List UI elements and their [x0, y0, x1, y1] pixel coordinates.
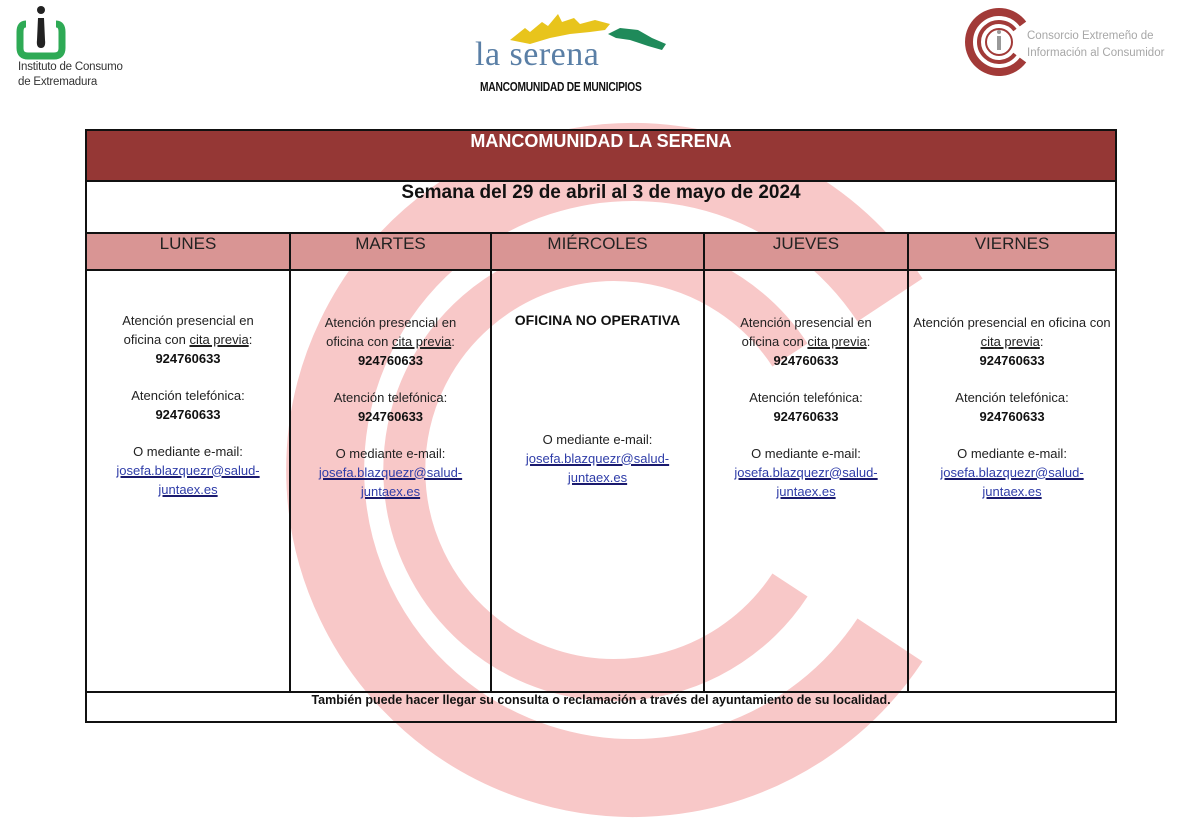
presencial-colon: : [451, 334, 455, 349]
logo-right-line2: Información al Consumidor [1027, 47, 1165, 59]
presencial-block [723, 313, 889, 370]
email-label: O mediante e-mail: [542, 432, 653, 447]
presencial-block [913, 313, 1111, 370]
presencial-colon: : [866, 334, 871, 349]
telefonica-label: Atención telefónica: [955, 390, 1069, 405]
day-cell-viernes [908, 270, 1116, 692]
telefonica-block [309, 388, 472, 426]
email-link[interactable] [319, 465, 462, 499]
email-label: O mediante e-mail: [133, 444, 243, 459]
table-title: MANCOMUNIDAD LA SERENA [86, 130, 1116, 181]
day-header-lunes: LUNES [86, 233, 290, 270]
presencial-phone: 924760633 [979, 353, 1045, 368]
telefonica-phone: 924760633 [773, 409, 839, 424]
logo-left-line2: de Extremadura [18, 76, 98, 88]
telefonica-phone: 924760633 [357, 409, 424, 424]
presencial-phone: 924760633 [357, 353, 424, 368]
day-header-viernes: VIERNES [908, 233, 1116, 270]
email-link[interactable] [116, 463, 259, 497]
email-part-2[interactable]: juntaex.es [360, 484, 421, 499]
email-part-2[interactable]: juntaex.es [982, 484, 1042, 499]
week-range: Semana del 29 de abril al 3 de mayo de 2024 [86, 181, 1116, 233]
presencial-block [309, 313, 472, 370]
email-link[interactable] [734, 465, 877, 499]
presencial-label: Atención presencial en oficina con [913, 315, 1111, 330]
email-part-2[interactable]: juntaex.es [567, 470, 628, 485]
email-block [309, 444, 472, 501]
logo-left-line1: Instituto de Consumo [18, 61, 123, 73]
email-part-2[interactable]: juntaex.es [158, 482, 218, 497]
day-cell-miercoles [491, 270, 704, 692]
telefonica-label: Atención telefónica: [131, 388, 245, 403]
email-part-2[interactable]: juntaex.es [776, 484, 836, 499]
presencial-label: Atención presencial en oficina con [122, 313, 254, 347]
cita-previa-link[interactable]: cita previa [391, 334, 452, 349]
day-cell-martes [290, 270, 491, 692]
email-link[interactable] [526, 451, 669, 485]
email-link[interactable] [940, 465, 1083, 499]
telefonica-label: Atención telefónica: [333, 390, 448, 405]
logo-instituto-consumo [16, 4, 176, 94]
telefonica-phone: 924760633 [155, 407, 221, 422]
email-part-1[interactable]: josefa.blazquezr@salud- [940, 465, 1084, 480]
email-label: O mediante e-mail: [957, 446, 1067, 461]
logo-consorcio [965, 6, 1195, 86]
info-i-green-icon [16, 4, 76, 60]
presencial-label: Atención presencial en oficina con [324, 315, 457, 349]
cita-previa-link[interactable]: cita previa [807, 334, 867, 349]
schedule-table [85, 129, 1117, 723]
telefonica-block [723, 388, 889, 426]
presencial-label: Atención presencial en oficina con [740, 315, 872, 349]
presencial-phone: 924760633 [773, 353, 839, 368]
email-part-1[interactable]: josefa.blazquezr@salud- [525, 451, 670, 466]
email-block [913, 444, 1111, 501]
telefonica-phone: 924760633 [979, 409, 1045, 424]
logo-la-serena-text: la serena [475, 36, 600, 73]
presencial-block [105, 311, 271, 368]
email-label: O mediante e-mail: [335, 446, 446, 461]
email-part-1[interactable]: josefa.blazquezr@salud- [116, 463, 260, 478]
cita-previa-link[interactable]: cita previa [980, 334, 1040, 349]
office-closed-notice: OFICINA NO OPERATIVA [514, 312, 681, 328]
day-header-martes: MARTES [290, 233, 491, 270]
presencial-colon: : [248, 332, 253, 347]
email-block [723, 444, 889, 501]
telefonica-block [105, 386, 271, 424]
day-header-jueves: JUEVES [704, 233, 908, 270]
day-cell-lunes [86, 270, 290, 692]
cita-previa-link[interactable]: cita previa [189, 332, 249, 347]
day-cell-jueves [704, 270, 908, 692]
email-part-1[interactable]: josefa.blazquezr@salud- [318, 465, 463, 480]
logo-mancomunidad-text: MANCOMUNIDAD DE MUNICIPIOS [480, 80, 642, 94]
logo-right-line1: Consorcio Extremeño de [1027, 30, 1154, 42]
email-block [105, 442, 271, 499]
telefonica-block [913, 388, 1111, 426]
email-block [498, 430, 697, 487]
email-part-1[interactable]: josefa.blazquezr@salud- [734, 465, 878, 480]
email-label: O mediante e-mail: [751, 446, 861, 461]
presencial-phone: 924760633 [155, 351, 221, 366]
day-header-miercoles: MIÉRCOLES [491, 233, 704, 270]
footer-note: También puede hacer llegar su consulta o reclamación a través del ayuntamiento de su localidad. [86, 692, 1116, 722]
presencial-colon: : [1039, 334, 1044, 349]
consorcio-c-icon [965, 6, 1031, 78]
telefonica-label: Atención telefónica: [749, 390, 863, 405]
logo-la-serena [470, 8, 680, 100]
